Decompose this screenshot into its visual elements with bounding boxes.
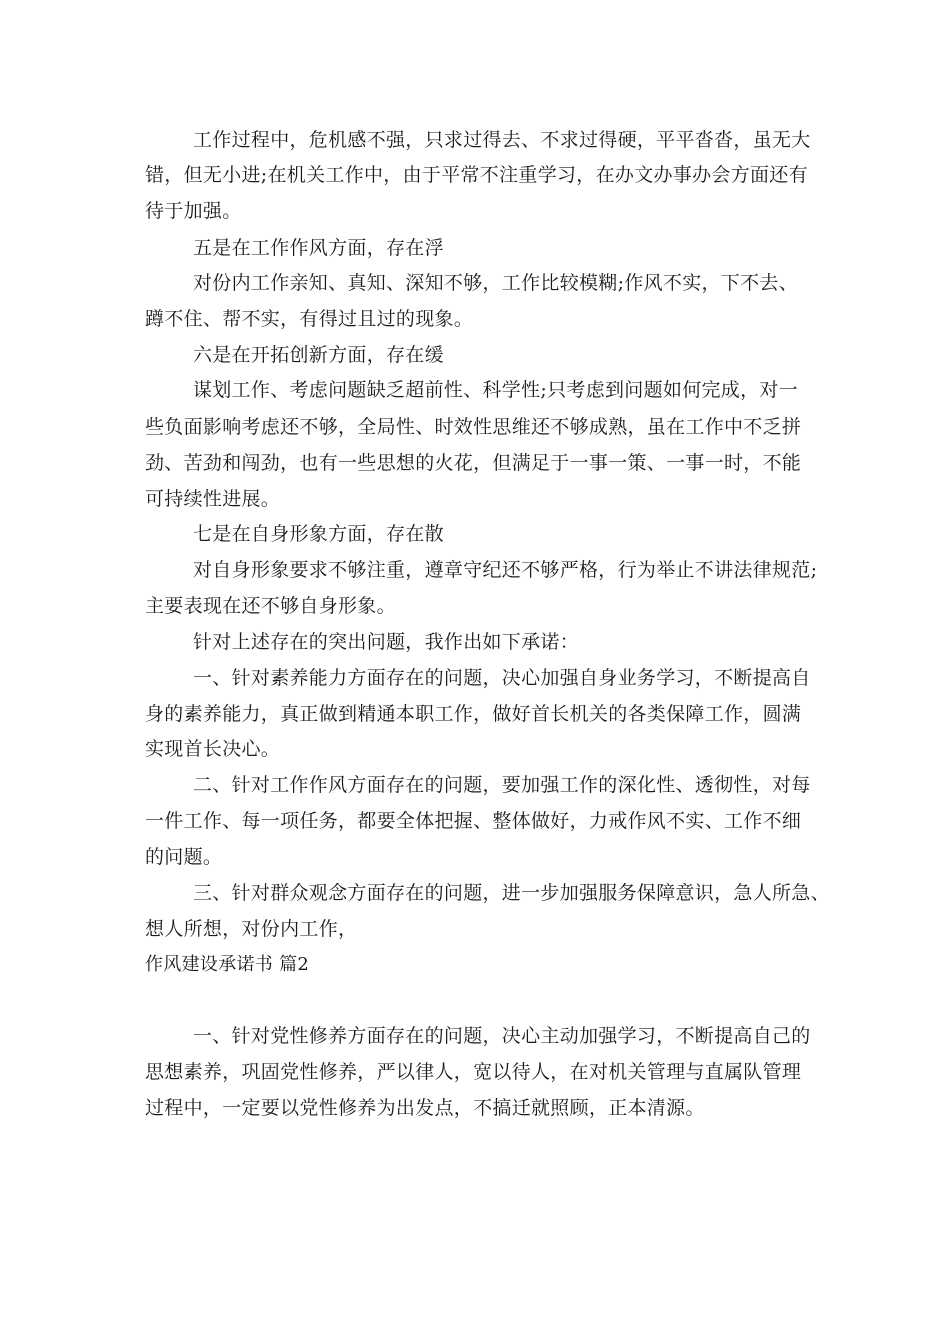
text-line: 谋划工作、考虑问题缺乏超前性、科学性;只考虑到问题如何完成，对一 bbox=[193, 379, 799, 401]
text-line: 工作过程中，危机感不强，只求过得去、不求过得硬，平平沓沓，虽无大 bbox=[193, 129, 811, 151]
text-line: 五是在工作作风方面，存在浮 bbox=[193, 237, 444, 259]
text-line: 待于加强。 bbox=[145, 200, 242, 222]
text-line: 蹲不住、帮不实，有得过且过的现象。 bbox=[145, 308, 474, 330]
text-line: 七是在自身形象方面，存在散 bbox=[193, 523, 444, 545]
text-line: 一、针对党性修养方面存在的问题，决心主动加强学习，不断提高自己的 bbox=[193, 1025, 811, 1047]
text-line: 对自身形象要求不够注重，遵章守纪还不够严格，行为举止不讲法律规范; bbox=[193, 559, 818, 581]
text-line: 过程中，一定要以党性修养为出发点，不搞迁就照顾，正本清源。 bbox=[145, 1097, 705, 1119]
text-line: 针对上述存在的突出问题，我作出如下承诺： bbox=[193, 631, 580, 653]
text-line: 些负面影响考虑还不够，全局性、时效性思维还不够成熟，虽在工作中不乏拼 bbox=[145, 416, 802, 438]
text-line: 的问题。 bbox=[145, 846, 223, 868]
text-line: 六是在开拓创新方面，存在缓 bbox=[193, 344, 444, 366]
text-line: 二、针对工作作风方面存在的问题，要加强工作的深化性、透彻性，对每 bbox=[193, 774, 811, 796]
text-line: 身的素养能力，真正做到精通本职工作，做好首长机关的各类保障工作，圆满 bbox=[145, 703, 802, 725]
text-line: 劲、苦劲和闯劲，也有一些思想的火花，但满足于一事一策、一事一时，不能 bbox=[145, 452, 802, 474]
text-line: 主要表现在还不够自身形象。 bbox=[145, 595, 396, 617]
text-line: 可持续性进展。 bbox=[145, 488, 281, 510]
text-line: 错，但无小进;在机关工作中，由于平常不注重学习，在办文办事办会方面还有 bbox=[145, 164, 808, 186]
text-line: 一、针对素养能力方面存在的问题，决心加强自身业务学习，不断提高自 bbox=[193, 667, 811, 689]
section-heading: 作风建设承诺书 篇2 bbox=[145, 954, 310, 975]
text-line: 实现首长决心。 bbox=[145, 738, 281, 760]
text-line: 思想素养，巩固党性修养，严以律人，宽以待人，在对机关管理与直属队管理 bbox=[145, 1061, 802, 1083]
text-line: 对份内工作亲知、真知、深知不够，工作比较模糊;作风不实，下不去、 bbox=[193, 272, 799, 294]
text-line: 三、针对群众观念方面存在的问题，进一步加强服务保障意识，急人所急、 bbox=[193, 882, 830, 904]
text-line: 一件工作、每一项任务，都要全体把握、整体做好，力戒作风不实、工作不细 bbox=[145, 810, 802, 832]
text-line: 想人所想，对份内工作， bbox=[145, 918, 358, 940]
